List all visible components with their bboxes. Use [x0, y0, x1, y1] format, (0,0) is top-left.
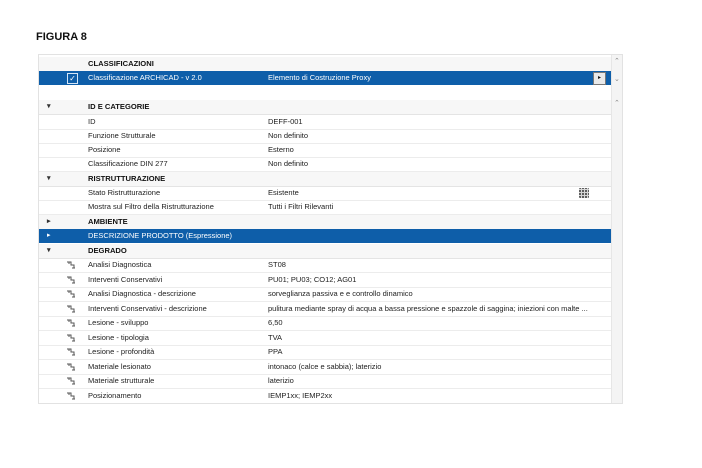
section-header-classificazioni[interactable]	[39, 57, 611, 72]
property-value[interactable]: 6,50	[268, 318, 283, 327]
property-row[interactable]	[39, 186, 611, 201]
property-value[interactable]: intonaco (calce e sabbia); laterizio	[268, 361, 382, 371]
property-name: Interventi Conservativi - descrizione	[88, 303, 207, 313]
expression-link-icon	[66, 362, 76, 372]
scroll-up-icon[interactable]: ⌃	[614, 100, 620, 107]
property-name: Classificazione DIN 277	[88, 159, 168, 168]
section-title: DESCRIZIONE PRODOTTO (Espressione)	[88, 231, 233, 240]
property-value[interactable]: laterizio	[268, 376, 294, 385]
property-value[interactable]: Esterno	[268, 145, 294, 154]
scroll-down-icon[interactable]: ⌄	[614, 76, 620, 83]
property-value[interactable]: pulitura mediante spray di acqua a bassa pressione e spazzole di saggina; iniezioni con malte ...	[268, 303, 588, 313]
scroll-up-icon[interactable]: ⌃	[614, 58, 620, 65]
property-name: Interventi Conservativi	[88, 274, 163, 284]
section-header-degrado[interactable]	[39, 244, 611, 259]
property-row[interactable]	[39, 258, 611, 273]
property-value[interactable]: ST08	[268, 260, 286, 269]
section-title: ID E CATEGORIE	[88, 102, 150, 111]
chevron-right-icon[interactable]: ▸	[47, 218, 51, 225]
property-row[interactable]	[39, 129, 611, 144]
expression-link-icon	[66, 304, 76, 314]
renovation-grid-icon[interactable]	[579, 188, 589, 198]
section-title: DEGRADO	[88, 246, 127, 255]
expression-link-icon	[66, 376, 76, 386]
expression-link-icon	[66, 391, 76, 401]
property-row[interactable]	[39, 374, 611, 389]
property-row[interactable]	[39, 200, 611, 215]
property-row[interactable]	[39, 302, 611, 317]
section-title: CLASSIFICAZIONI	[88, 59, 154, 68]
property-name: Lesione - profondità	[88, 347, 155, 356]
property-name: Posizione	[88, 145, 121, 154]
property-value[interactable]: Esistente	[268, 188, 299, 197]
section-header-descrizione-prodotto[interactable]	[39, 229, 611, 243]
check-icon[interactable]: ✓	[67, 73, 78, 84]
expression-link-icon	[66, 275, 76, 285]
property-value[interactable]: sorveglianza passiva e e controllo dinamico	[268, 289, 413, 298]
property-value[interactable]: PU01; PU03; CO12; AG01	[268, 274, 357, 284]
classification-value: Elemento di Costruzione Proxy	[268, 73, 371, 82]
more-options-button[interactable]: ▸	[593, 72, 606, 85]
expression-link-icon	[66, 260, 76, 270]
chevron-down-icon[interactable]: ▾	[47, 175, 51, 182]
property-row[interactable]	[39, 157, 611, 172]
chevron-right-icon[interactable]: ▸	[47, 232, 51, 239]
chevron-down-icon[interactable]: ▾	[47, 103, 51, 110]
section-header-ristrutturazione[interactable]	[39, 172, 611, 187]
property-name: Stato Ristrutturazione	[88, 188, 161, 197]
property-value[interactable]: Non definito	[268, 159, 309, 168]
property-row[interactable]	[39, 143, 611, 158]
classification-row[interactable]	[39, 71, 611, 85]
property-row[interactable]	[39, 345, 611, 360]
property-name: Mostra sul Filtro della Ristrutturazione	[88, 202, 214, 211]
property-name: Posizionamento	[88, 390, 142, 400]
property-name: ID	[88, 117, 96, 126]
chevron-down-icon[interactable]: ▾	[47, 247, 51, 254]
expression-link-icon	[66, 347, 76, 357]
property-value[interactable]: IEMP1xx; IEMP2xx	[268, 390, 333, 400]
property-name: Lesione - tipologia	[88, 332, 149, 342]
section-header-id-categorie[interactable]	[39, 100, 611, 115]
property-row[interactable]	[39, 331, 611, 346]
property-value[interactable]: DEFF-001	[268, 117, 303, 126]
property-row[interactable]	[39, 273, 611, 288]
properties-panel	[38, 54, 623, 404]
property-value[interactable]: Tutti i Filtri Rilevanti	[268, 202, 334, 211]
property-name: Analisi Diagnostica - descrizione	[88, 289, 196, 298]
property-value[interactable]: PPA	[268, 347, 283, 356]
property-row[interactable]	[39, 360, 611, 375]
property-name: Materiale lesionato	[88, 361, 151, 371]
property-name: Materiale strutturale	[88, 376, 155, 385]
property-row[interactable]	[39, 389, 611, 404]
section-title: AMBIENTE	[88, 217, 128, 226]
vertical-scrollbar[interactable]	[611, 55, 622, 403]
section-header-ambiente[interactable]	[39, 215, 611, 230]
property-value[interactable]: Non definito	[268, 131, 309, 140]
property-row[interactable]	[39, 287, 611, 302]
expression-link-icon	[66, 333, 76, 343]
property-name: Funzione Strutturale	[88, 131, 156, 140]
property-value[interactable]: TVA	[268, 332, 283, 342]
property-name: Lesione - sviluppo	[88, 318, 149, 327]
expression-link-icon	[66, 289, 76, 299]
figure-title: FIGURA 8	[36, 31, 87, 43]
property-row[interactable]	[39, 316, 611, 331]
expression-link-icon	[66, 318, 76, 328]
classification-name: Classificazione ARCHICAD - v 2.0	[88, 73, 202, 82]
section-title: RISTRUTTURAZIONE	[88, 174, 166, 183]
property-name: Analisi Diagnostica	[88, 260, 152, 269]
property-row[interactable]	[39, 115, 611, 130]
